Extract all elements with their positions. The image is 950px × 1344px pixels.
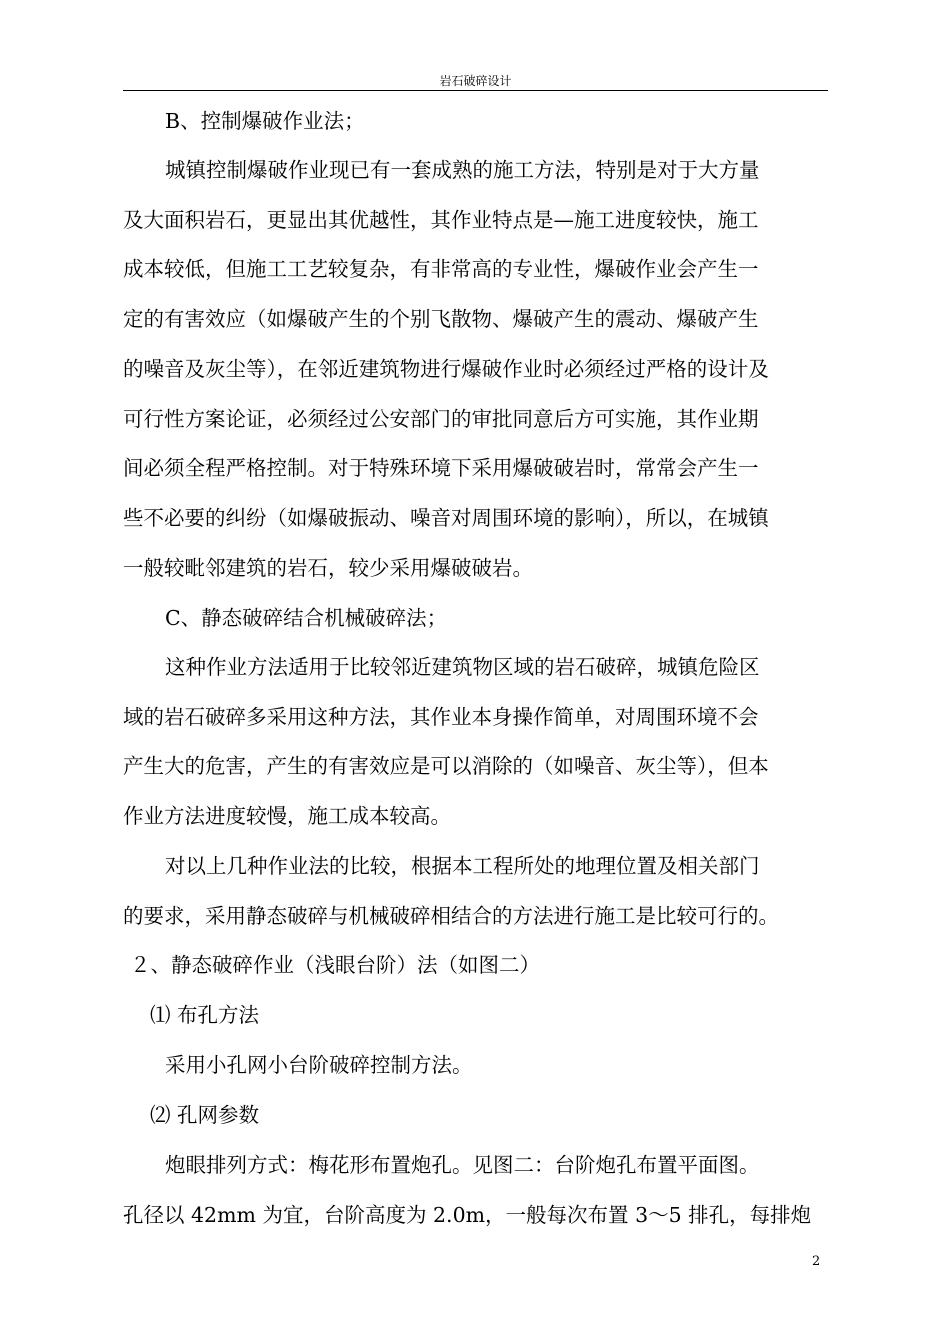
paragraph-line: 成本较低，但施工工艺较复杂，有非常高的专业性，爆破作业会产生一 [123, 257, 759, 281]
paragraph-line: 一般较毗邻建筑的岩石，较少采用爆破破岩。 [123, 556, 533, 580]
paragraph-line: 作业方法进度较慢，施工成本较高。 [123, 804, 451, 828]
paragraph-line: 的要求，采用静态破碎与机械破碎相结合的方法进行施工是比较可行的。 [123, 904, 779, 928]
page-number: 2 [812, 1254, 821, 1269]
paragraph-line: 定的有害效应（如爆破产生的个别飞散物、爆破产生的震动、爆破产生 [123, 307, 759, 331]
paragraph-line: 些不必要的纠纷（如爆破振动、噪音对周围环境的影响），所以，在城镇 [123, 506, 769, 530]
paragraph-line: 可行性方案论证，必须经过公安部门的审批同意后方可实施，其作业期 [123, 407, 759, 431]
paragraph-line: 及大面积岩石，更显出其优越性，其作业特点是—施工进度较快，施工 [123, 208, 759, 232]
paragraph-line: 孔径以 42mm 为宜，台阶高度为 2.0m，一般每次布置 3～5 排孔，每排炮 [123, 1203, 812, 1227]
header-rule [123, 90, 828, 91]
paragraph-line: 炮眼排列方式：梅花形布置炮孔。见图二：台阶炮孔布置平面图。 [165, 1153, 760, 1177]
paragraph-line: 的噪音及灰尘等），在邻近建筑物进行爆破作业时必须经过严格的设计及 [123, 357, 769, 381]
paragraph-line: 域的岩石破碎多采用这种方法，其作业本身操作简单，对周围环境不会 [123, 705, 759, 729]
subheading-2: ⑵ 孔网参数 [150, 1103, 260, 1127]
heading-b-controlled-blasting: B、控制爆破作业法； [165, 109, 365, 133]
paragraph-line: 对以上几种作业法的比较，根据本工程所处的地理位置及相关部门 [165, 854, 760, 878]
section-heading-2: ２、静态破碎作业（浅眼台阶）法（如图二） [130, 953, 540, 977]
paragraph-line: 采用小孔网小台阶破碎控制方法。 [165, 1053, 473, 1077]
paragraph-line: 城镇控制爆破作业现已有一套成熟的施工方法，特别是对于大方量 [165, 158, 760, 182]
heading-c-static-mechanical: C、静态破碎结合机械破碎法； [165, 606, 448, 630]
paragraph-line: 间必须全程严格控制。对于特殊环境下采用爆破破岩时，常常会产生一 [123, 456, 759, 480]
paragraph-line: 这种作业方法适用于比较邻近建筑物区域的岩石破碎，城镇危险区 [165, 655, 760, 679]
page-header: 岩石破碎设计 [439, 74, 512, 88]
paragraph-line: 产生大的危害，产生的有害效应是可以消除的（如噪音、灰尘等），但本 [123, 754, 769, 778]
subheading-1: ⑴ 布孔方法 [150, 1003, 260, 1027]
